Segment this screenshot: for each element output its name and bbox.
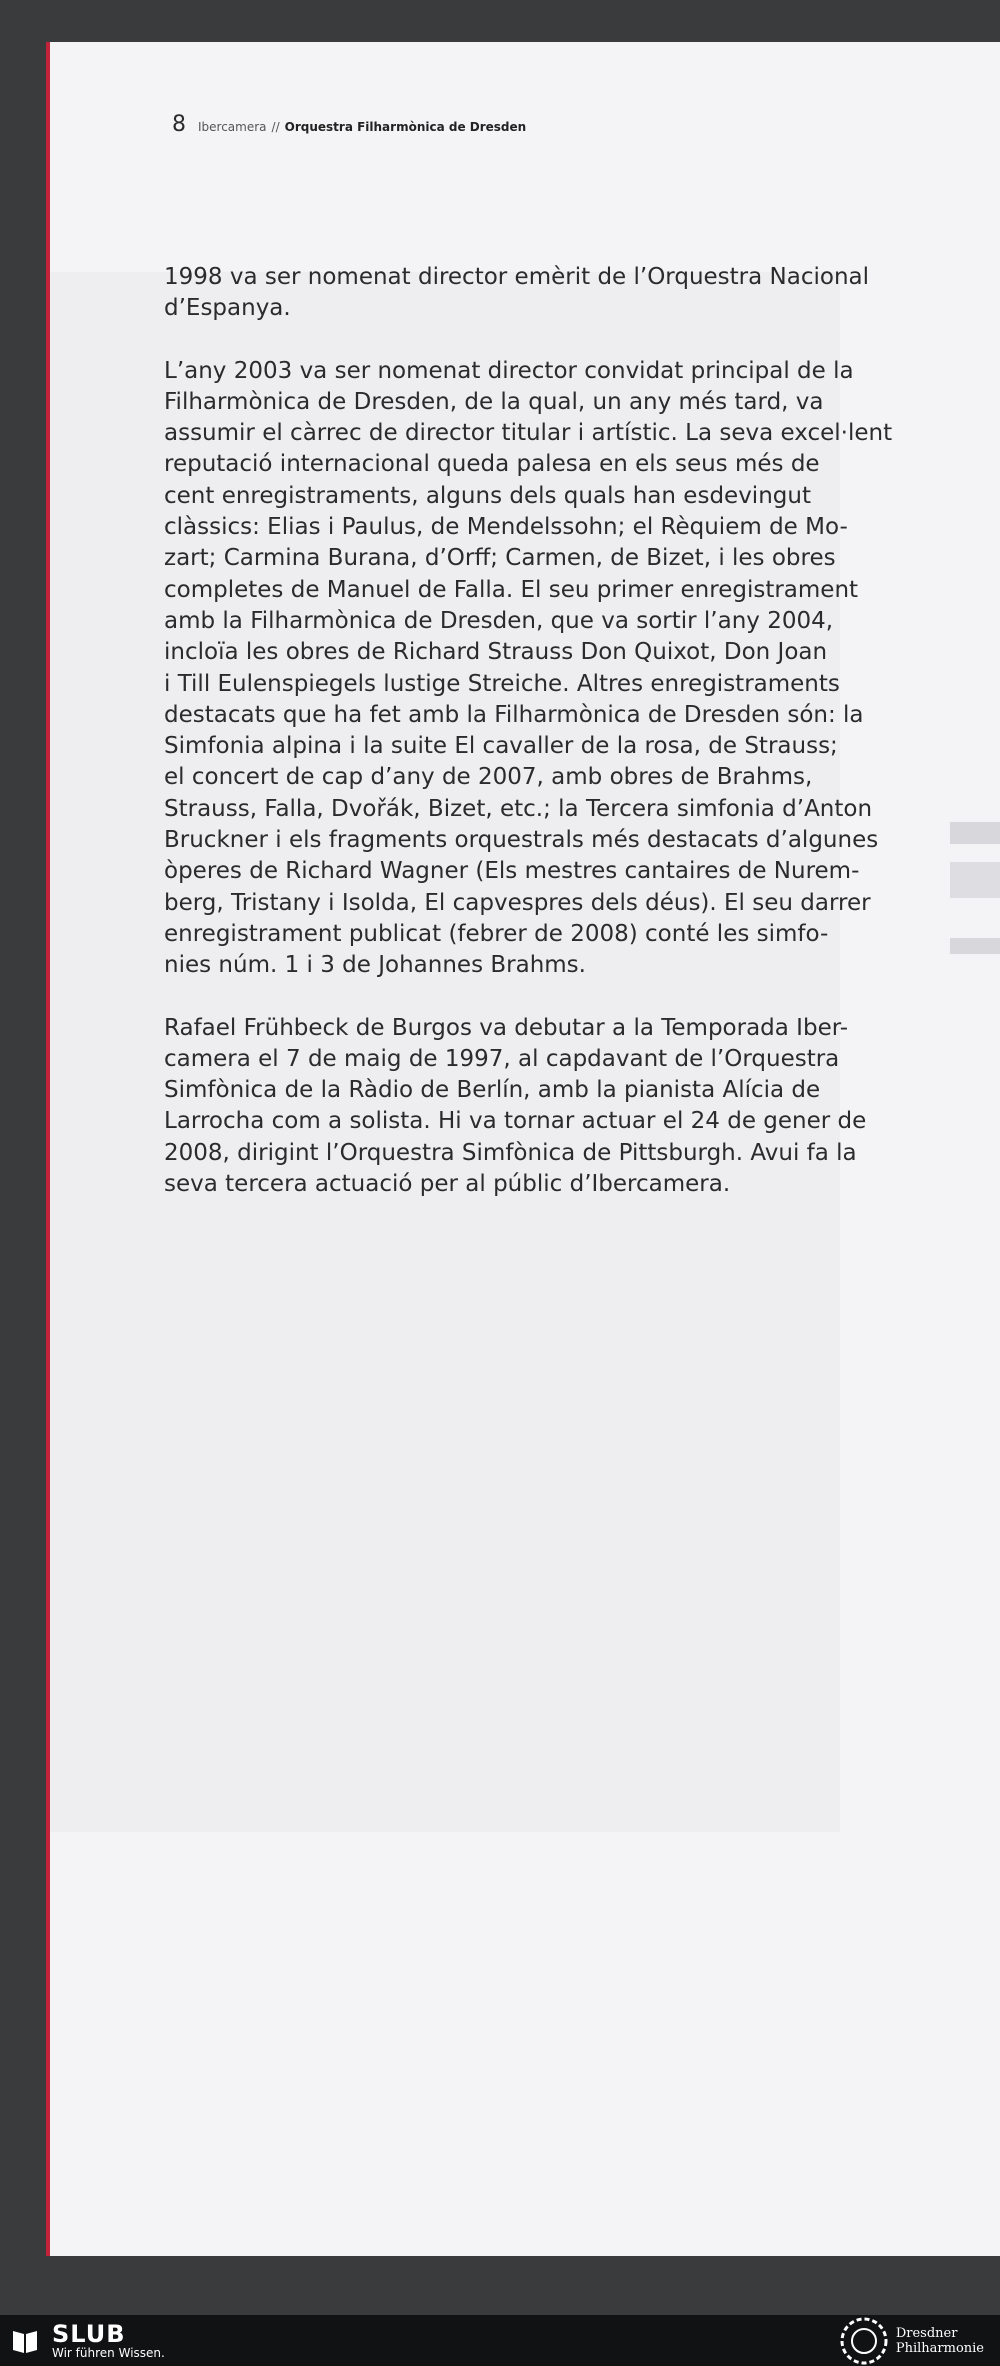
text-line: Strauss, Falla, Dvořák, Bizet, etc.; la Tercera simfonia d’Anton <box>164 795 873 822</box>
text-line: clàssics: Elias i Paulus, de Mendelssohn; el Rèquiem de Mo- <box>164 514 848 541</box>
text-line: Rafael Frühbeck de Burgos va debutar a la Temporada Iber- <box>164 1014 849 1041</box>
orchestra-name-line1: Dresdner <box>895 2325 958 2341</box>
text-line: cent enregistraments, alguns dels quals han esdevingut <box>164 482 811 509</box>
next-page-edge <box>950 938 1000 954</box>
text-line: Filharmònica de Dresden, de la qual, un any més tard, va <box>164 388 824 415</box>
text-line: seva tercera actuació per al públic d’Ibercamera. <box>164 1171 731 1198</box>
text-line: incloïa les obres de Richard Strauss Don Quixot, Don Joan <box>164 639 828 666</box>
text-line: berg, Tristany i Isolda, El capvespres dels déus). El seu darrer <box>164 889 871 916</box>
orchestra-name-line2: Philharmonie <box>895 2340 984 2356</box>
library-tagline: Wir führen Wissen. <box>52 2345 165 2360</box>
text-line: 2008, dirigint l’Orquestra Simfònica de Pittsburgh. Avui fa la <box>164 1139 857 1166</box>
text-line: completes de Manuel de Falla. El seu primer enregistrament <box>164 576 859 603</box>
text-line: 1998 va ser nomenat director emèrit de l’Orquestra Nacional <box>164 264 870 290</box>
page-number: 8 <box>172 112 186 137</box>
library-name: SLUB <box>52 2319 126 2348</box>
header-series: Ibercamera <box>198 120 267 134</box>
next-page-edge <box>950 862 1000 898</box>
text-line: el concert de cap d’any de 2007, amb obres de Brahms, <box>164 764 813 791</box>
rosette-icon <box>840 2317 888 2365</box>
next-page-edge <box>950 822 1000 844</box>
paragraph-1 <box>164 262 870 325</box>
text-line: reputació internacional queda palesa en els seus més de <box>164 451 820 478</box>
text-line: nies núm. 1 i 3 de Johannes Brahms. <box>164 952 586 979</box>
book-icon <box>10 2326 40 2356</box>
text-line: Simfonia alpina i la suite El cavaller de la rosa, de Strauss; <box>164 733 838 760</box>
text-line: i Till Eulenspiegels lustige Streiche. Altres enregistraments <box>164 670 840 697</box>
text-line: Larrocha com a solista. Hi va tornar actuar el 24 de gener de <box>164 1108 867 1135</box>
paragraph-2 <box>164 356 893 982</box>
text-line: enregistrament publicat (febrer de 2008) conté les simfo- <box>164 920 829 947</box>
slub-logo <box>10 2319 165 2360</box>
header-separator: // <box>271 120 280 134</box>
text-line: destacats que ha fet amb la Filharmònica de Dresden són: la <box>164 701 864 728</box>
viewer-footer <box>0 2315 1000 2366</box>
text-line: L’any 2003 va ser nomenat director convidat principal de la <box>164 357 854 384</box>
body-text <box>164 262 893 1231</box>
text-line: amb la Filharmònica de Dresden, que va sortir l’any 2004, <box>164 607 834 634</box>
text-line: zart; Carmina Burana, d’Orff; Carmen, de Bizet, i les obres <box>164 545 836 572</box>
text-line: d’Espanya. <box>164 295 291 322</box>
document-page <box>46 42 1000 2256</box>
text-line: Simfònica de la Ràdio de Berlín, amb la pianista Alícia de <box>164 1077 821 1104</box>
text-line: assumir el càrrec de director titular i artístic. La seva excel·lent <box>164 420 893 447</box>
paragraph-3 <box>164 1013 867 1201</box>
header-title: Orquestra Filharmònica de Dresden <box>284 120 527 134</box>
running-header <box>172 112 526 137</box>
text-line: Bruckner i els fragments orquestrals més destacats d’algunes <box>164 827 879 854</box>
text-line: òperes de Richard Wagner (Els mestres cantaires de Nurem- <box>164 858 860 885</box>
dresdner-philharmonie-logo <box>840 2317 984 2365</box>
text-line: camera el 7 de maig de 1997, al capdavant de l’Orquestra <box>164 1045 840 1072</box>
